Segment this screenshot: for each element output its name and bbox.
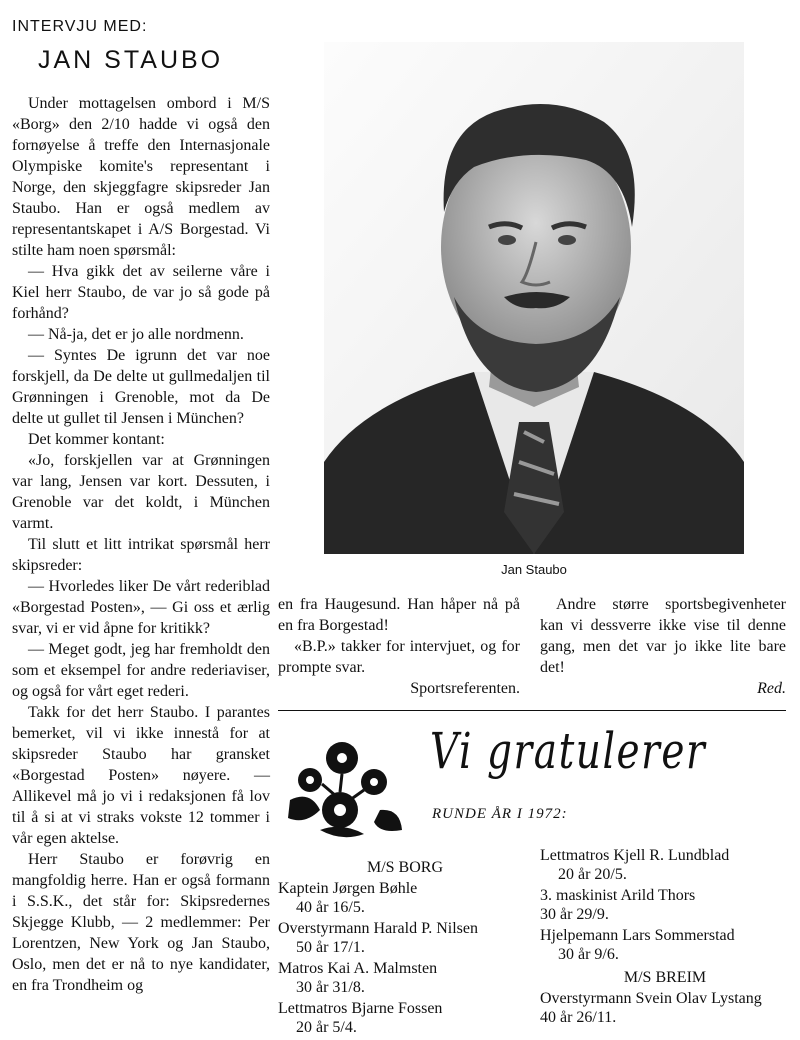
ship-heading-borg: M/S BORG	[366, 859, 444, 876]
article-paragraph: «B.P.» takker for intervjuet, og for prompte svar.	[278, 638, 520, 676]
congrats-list-right	[540, 847, 790, 1029]
list-item: Kaptein Jørgen Bøhle 40 år 16/5.	[278, 880, 418, 916]
article-headline: JAN STAUBO	[38, 46, 224, 74]
article-paragraph: Til slutt et litt intrikat spørsmål herr skipsreder:	[12, 536, 270, 574]
article-paragraph: Det kommer kontant:	[28, 431, 165, 448]
article-paragraph: en fra Haugesund. Han håper nå på en fra Borgestad!	[278, 596, 520, 634]
photo-caption: Jan Staubo	[501, 562, 567, 577]
list-item: Overstyrmann Harald P. Nilsen 50 år 17/1.	[278, 920, 478, 956]
article-column-middle	[278, 594, 520, 699]
congrats-title: Vi gratulerer	[430, 722, 707, 780]
article-paragraph: — Hva gikk det av seilerne våre i Kiel herr Staubo, de var jo så gode på forhånd?	[12, 263, 270, 322]
list-item: Hjelpemann Lars Sommerstad 30 år 9/6.	[540, 927, 735, 963]
list-item: Overstyrmann Svein Olav Lystang 40 år 26/11.	[540, 990, 762, 1026]
article-paragraph: Herr Staubo er forøvrig en mangfoldig herre. Han er også formann i S.S.K., det står for: Skipsredernes Skjegge Klubb, — 2 medlemmer: Per Lorentzen, New York og Jan Staubo, Oslo, men det er nå to nye kandidater, en fra Trondheim og	[12, 851, 270, 994]
article-paragraph: — Hvorledes liker De vårt rederiblad «Borgestad Posten», — Gi oss et ærlig svar, vi er vid åpne for kritikk?	[12, 578, 270, 637]
flower-ornament-icon	[280, 730, 406, 842]
article-column-right	[540, 594, 786, 699]
article-paragraph: — Nå-ja, det er jo alle nordmenn.	[28, 326, 244, 343]
article-paragraph: Takk for det herr Staubo. I parantes bemerket, vil vi ikke innestå for at skipsreder Staubo har gransket «Borgestad Posten» nøyere. — Allikevel må jo vi i redaksjonen få lov til å si at vi straks vokste 12 tommer i vår egen aktelse.	[12, 704, 270, 847]
portrait-photo	[324, 42, 744, 554]
ship-heading-breim: M/S BREIM	[623, 969, 707, 986]
list-item: Lettmatros Kjell R. Lundblad 20 år 20/5.	[540, 847, 730, 883]
list-item: 3. maskinist Arild Thors 30 år 29/9.	[540, 887, 696, 923]
signature-sportsreferenten: Sportsreferenten.	[410, 680, 520, 697]
article-column-left	[12, 93, 270, 996]
article-kicker: INTERVJU MED:	[12, 18, 148, 35]
signature-red: Red.	[757, 680, 786, 697]
list-item: Lettmatros Bjarne Fossen 20 år 5/4.	[278, 1000, 443, 1036]
article-paragraph: — Meget godt, jeg har fremholdt den som et eksempel for andre rederiaviser, og også for vårt eget rederi.	[12, 641, 270, 700]
right-paragraphs	[540, 594, 786, 678]
list-item: Matros Kai A. Malmsten 30 år 31/8.	[278, 960, 438, 996]
article-paragraph: Andre større sportsbegivenheter kan vi dessverre ikke vise til denne gang, men det var jo ikke lite bare det!	[540, 596, 786, 676]
middle-paragraphs	[278, 594, 520, 678]
portrait-illustration	[324, 42, 744, 554]
congrats-list-left	[278, 858, 532, 1039]
article-paragraph: — Syntes De igrunn det var noe forskjell, da De delte ut gullmedaljen til Grønningen i Grenoble, mot da De delte ut gullet til Jensen i München?	[12, 347, 270, 427]
article-paragraph: Under mottagelsen ombord i M/S «Borg» den 2/10 hadde vi også den fornøyelse å treffe den Internasjonale Olympiske komite's representant i Norge, den skjeggfagre skipsreder Jan Staubo. Han er også medlem av representantskapet i A/S Borgestad. Vi stilte ham noen spørsmål:	[12, 95, 270, 259]
section-divider	[278, 710, 786, 711]
congrats-subtitle: RUNDE ÅR I 1972:	[432, 806, 568, 822]
article-paragraph: «Jo, forskjellen var at Grønningen var lang, Jensen var kort. Dessuten, i Grenoble var det koldt, i München varmt.	[12, 452, 270, 532]
